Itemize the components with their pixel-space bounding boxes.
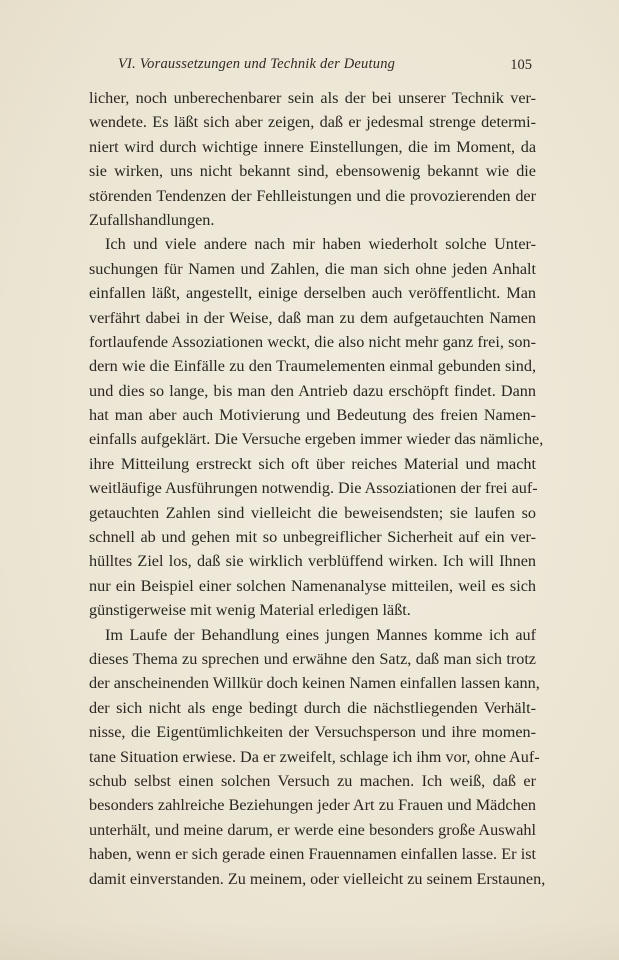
- text-line: dern wie die Einfälle zu den Traumelementen einmal gebunden sind,: [89, 357, 536, 376]
- text-line: der anscheinenden Willkür doch keinen Namen einfallen lassen kann,: [89, 674, 540, 693]
- text-line: und dies so lange, bis man den Antrieb dazu erschöpft findet. Dann: [89, 381, 536, 400]
- text-line: fortlaufende Assoziationen weckt, die also nicht mehr ganz frei, son-: [89, 332, 536, 351]
- paragraph: [89, 232, 544, 622]
- text-line: nur ein Beispiel einer solchen Namenanalyse mitteilen, weil es sich: [89, 576, 536, 595]
- text-line: der sich nicht als enge bedingt durch die nächstliegenden Verhält-: [89, 698, 536, 717]
- text-line: sie wirken, uns nicht bekannt sind, ebensowenig bekannt wie die: [89, 162, 536, 181]
- text-line: schnell ab und gehen mit so unbegreiflicher Sicherheit auf ein ver-: [89, 528, 536, 547]
- text-line: störenden Tendenzen der Fehlleistungen und die provozierenden der: [89, 186, 536, 205]
- text-line: licher, noch unberechenbarer sein als der bei unserer Technik ver-: [89, 89, 536, 107]
- text-line: einfalls aufgeklärt. Die Versuche ergeben immer wieder das nämliche,: [89, 430, 544, 449]
- text-line: damit einverstanden. Zu meinem, oder vielleicht zu seinem Erstaunen,: [89, 869, 546, 888]
- text-line: unterhält, und meine darum, er werde eine besonders große Auswahl: [89, 820, 536, 839]
- text-line: hülltes Ziel los, daß sie wirklich verblüffend wirken. Ich will Ihnen: [89, 552, 536, 571]
- running-head-title: VI. Voraussetzungen und Technik der Deutung: [118, 56, 396, 72]
- text-line: wendete. Es läßt sich aber zeigen, daß er jedesmal strenge determi-: [89, 113, 536, 132]
- text-line: suchungen für Namen und Zahlen, die man sich ohne jeden Anhalt: [89, 259, 536, 278]
- text-line: dieses Thema zu sprechen und erwähne den Satz, daß man sich trotz: [89, 649, 536, 668]
- paragraph: [89, 623, 546, 891]
- text-line: schub selbst einen solchen Versuch zu machen. Ich weiß, daß er: [89, 771, 536, 790]
- text-line: einfallen läßt, angestellt, einige derselben auch veröffentlicht. Man: [89, 284, 536, 303]
- text-line: besonders zahlreiche Beziehungen jeder Art zu Frauen und Mädchen: [89, 796, 536, 815]
- text-line: ihre Mitteilung erstreckt sich oft über reiches Material und macht: [89, 454, 536, 473]
- text-line: Ich und viele andere nach mir haben wiederholt solche Unter-: [105, 235, 536, 254]
- text-line: tane Situation erwiese. Da er zweifelt, schlage ich ihm vor, ohne Auf-: [89, 747, 540, 766]
- text-line: haben, wenn er sich gerade einen Frauennamen einfallen lasse. Er ist: [89, 845, 536, 864]
- text-line: nisse, die Eigentümlichkeiten der Versuchsperson und ihre momen-: [89, 723, 536, 742]
- text-line: getauchten Zahlen sind vielleicht die beweisendsten; sie laufen so: [89, 503, 536, 522]
- text-line: Zufallshandlungen.: [89, 210, 215, 229]
- body-text: [89, 86, 546, 891]
- text-line: günstigerweise mit wenig Material erledigen läßt.: [89, 601, 411, 620]
- paragraph: [89, 86, 536, 232]
- page-number: 105: [510, 57, 532, 73]
- text-line: hat man aber auch Motivierung und Bedeutung des freien Namen-: [89, 406, 536, 425]
- page-bottom-shade: [0, 920, 619, 960]
- text-line: weitläufige Ausführungen notwendig. Die Assoziationen der frei auf-: [89, 479, 538, 498]
- text-line: niert wird durch wichtige innere Einstellungen, die im Moment, da: [89, 137, 536, 156]
- text-line: verfährt dabei in der Weise, daß man zu dem aufgetauchten Namen: [89, 308, 536, 327]
- text-line: Im Laufe der Behandlung eines jungen Mannes komme ich auf: [105, 625, 536, 644]
